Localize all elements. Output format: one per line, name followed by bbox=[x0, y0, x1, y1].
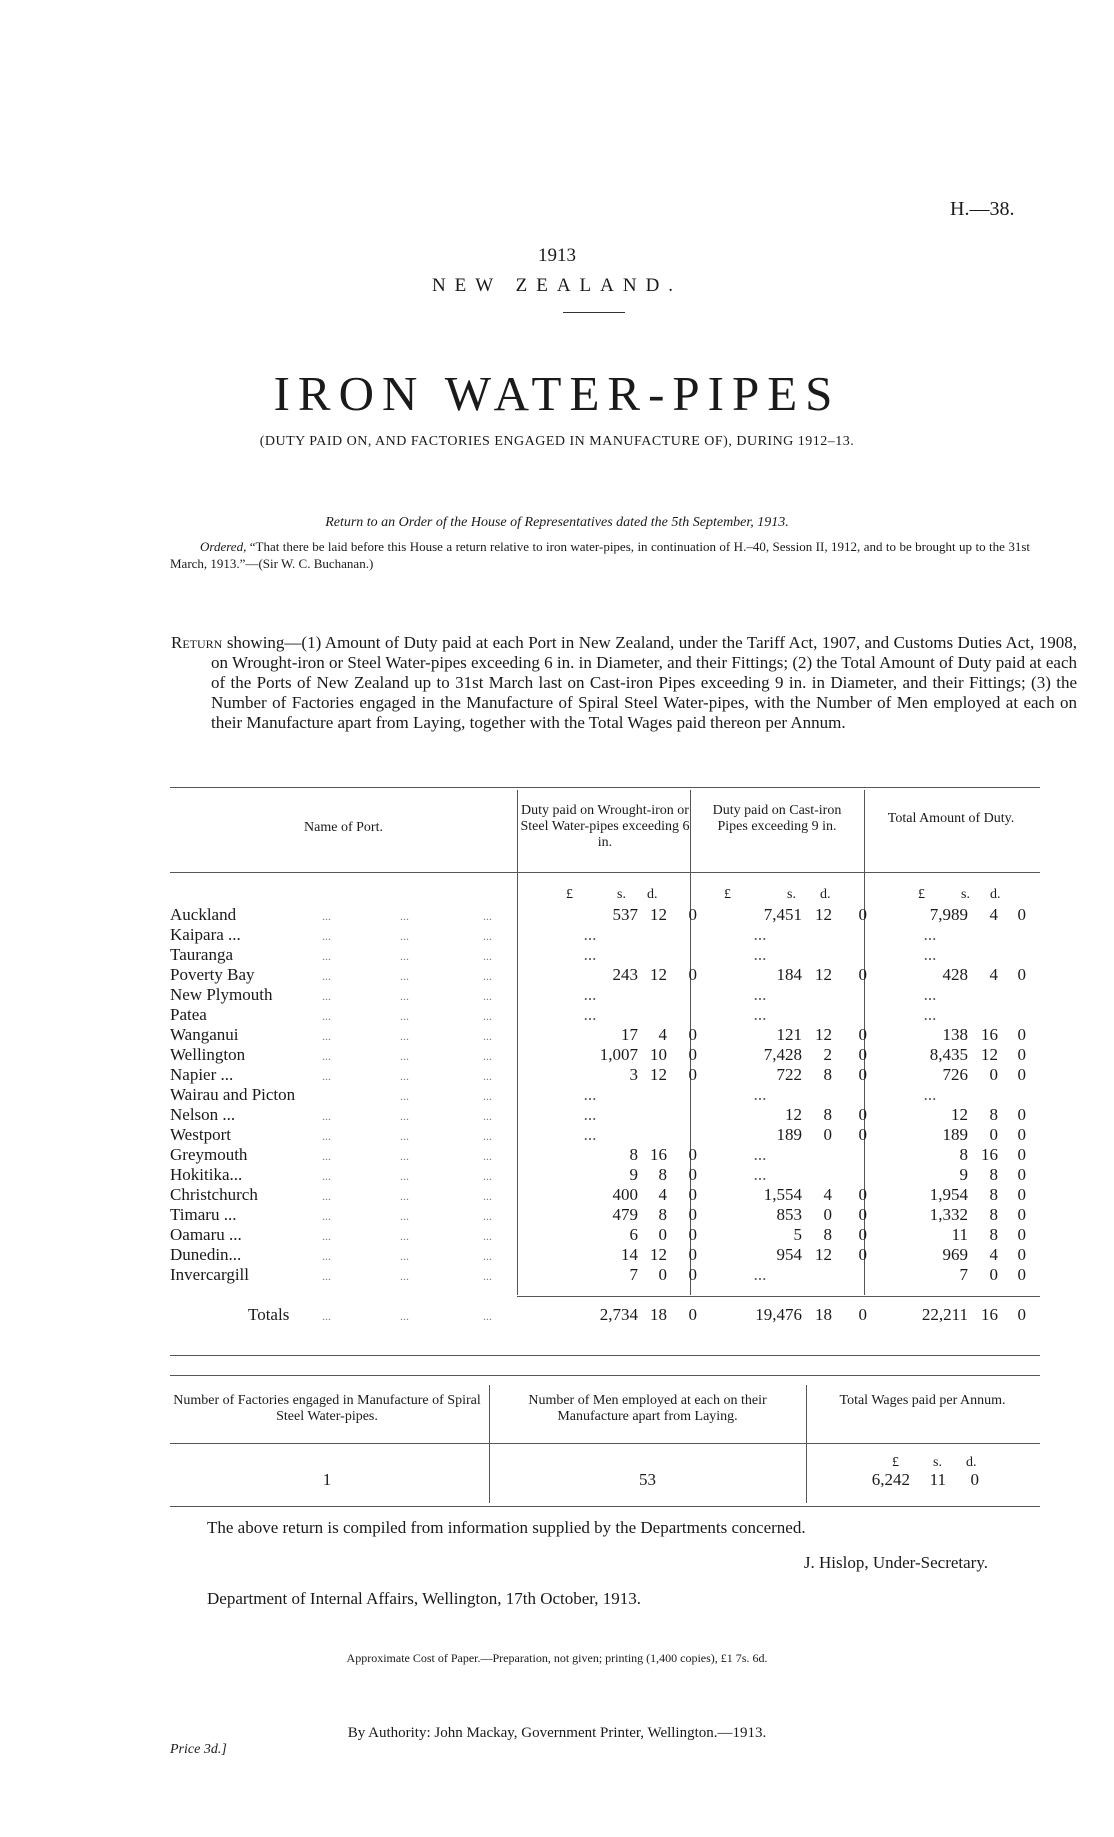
leader-dots: ... bbox=[322, 1149, 331, 1163]
wrought-shillings: 0 bbox=[658, 1225, 667, 1244]
country-heading: NEW ZEALAND. bbox=[431, 275, 683, 296]
leader-dots: ... bbox=[400, 1249, 409, 1263]
leader-dots: ... bbox=[400, 1149, 409, 1163]
table-row bbox=[170, 1205, 1026, 1225]
wrought-shillings: 0 bbox=[658, 1265, 667, 1284]
table-rule bbox=[170, 1375, 1040, 1376]
header-cast-iron: Duty paid on Cast-iron Pipes exceeding 9 in. bbox=[712, 803, 842, 834]
total-pence: 0 bbox=[1017, 1145, 1026, 1164]
leader-dots: ... bbox=[400, 1269, 409, 1283]
total-shillings: 16 bbox=[981, 1145, 998, 1164]
port-name: Westport bbox=[170, 1125, 231, 1144]
cast-shillings: 0 bbox=[823, 1205, 832, 1224]
wages-pence: 0 bbox=[970, 1470, 979, 1489]
wages-shillings: 11 bbox=[929, 1470, 946, 1489]
totals-label: Totals bbox=[248, 1305, 290, 1324]
cast-shillings: 12 bbox=[815, 1245, 832, 1264]
wrought-pounds: ... bbox=[583, 1105, 597, 1124]
leader-dots: ... bbox=[322, 1049, 331, 1063]
totals-wrought-pence: 0 bbox=[688, 1305, 697, 1324]
authority-line: By Authority: John Mackay, Government Printer, Wellington.—1913. bbox=[347, 1725, 767, 1741]
wrought-shillings: 4 bbox=[658, 1185, 667, 1204]
table-row bbox=[170, 1165, 1026, 1185]
wrought-shillings: 12 bbox=[650, 965, 667, 984]
total-shillings: 8 bbox=[989, 1185, 998, 1204]
cast-pounds: 722 bbox=[776, 1065, 802, 1084]
wrought-pounds: 243 bbox=[612, 965, 638, 984]
wrought-pounds: ... bbox=[583, 1005, 597, 1024]
leader-dots: ... bbox=[400, 1309, 409, 1323]
total-pence: 0 bbox=[1017, 1225, 1026, 1244]
unit-pence: d. bbox=[966, 1455, 977, 1470]
unit-pounds: £ bbox=[918, 887, 925, 902]
leader-dots: ... bbox=[483, 1029, 492, 1043]
total-shillings: 4 bbox=[989, 1245, 998, 1264]
table-row bbox=[170, 1005, 1010, 1025]
wrought-pounds: 479 bbox=[612, 1205, 638, 1224]
wrought-pounds: ... bbox=[583, 945, 597, 964]
table-row bbox=[170, 1265, 1026, 1285]
cast-pence: 0 bbox=[858, 1125, 867, 1144]
table-row bbox=[170, 1225, 1026, 1245]
cast-pounds: ... bbox=[753, 1085, 767, 1104]
cast-shillings: 8 bbox=[823, 1105, 832, 1124]
leader-dots: ... bbox=[322, 949, 331, 963]
cast-pounds: 1,554 bbox=[763, 1185, 802, 1204]
cast-shillings: 0 bbox=[823, 1125, 832, 1144]
wrought-shillings: 16 bbox=[650, 1145, 667, 1164]
wrought-pence: 0 bbox=[688, 905, 697, 924]
cast-pounds: 7,451 bbox=[763, 905, 802, 924]
table-row bbox=[170, 1065, 1026, 1085]
leader-dots: ... bbox=[483, 1249, 492, 1263]
leader-dots: ... bbox=[322, 1209, 331, 1223]
wrought-pence: 0 bbox=[688, 1265, 697, 1284]
leader-dots: ... bbox=[483, 1269, 492, 1283]
order-body: “That there be laid before this House a return relative to iron water-pipes, in continuation of H.–40, Session II, 1912, and to be brought up to the 31st March, 1913.”—(Sir W. C. Buchanan.) bbox=[170, 539, 1030, 571]
port-name: Wairau and Picton bbox=[170, 1085, 296, 1104]
leader-dots: ... bbox=[483, 1009, 492, 1023]
signature: J. Hislop, Under-Secretary. bbox=[803, 1553, 988, 1572]
header-men: Number of Men employed at each on their Manufacture apart from Laying. bbox=[528, 1393, 767, 1424]
port-name: Timaru ... bbox=[170, 1205, 237, 1224]
wrought-pounds: ... bbox=[583, 1085, 597, 1104]
leader-dots: ... bbox=[400, 1009, 409, 1023]
cast-pence: 0 bbox=[858, 1025, 867, 1044]
leader-dots: ... bbox=[400, 1189, 409, 1203]
total-pence: 0 bbox=[1017, 1025, 1026, 1044]
unit-pence: d. bbox=[647, 887, 658, 902]
totals-wrought-pounds: 2,734 bbox=[599, 1305, 638, 1324]
wrought-pounds: ... bbox=[583, 925, 597, 944]
port-name: Napier ... bbox=[170, 1065, 234, 1084]
unit-shillings: s. bbox=[617, 887, 626, 902]
table-rule bbox=[170, 1355, 1040, 1356]
port-name: Auckland bbox=[170, 905, 237, 924]
unit-pounds: £ bbox=[566, 887, 573, 902]
table-row bbox=[170, 925, 1010, 945]
total-pounds: 1,332 bbox=[929, 1205, 968, 1224]
table-rule bbox=[170, 872, 1040, 873]
unit-pounds: £ bbox=[892, 1455, 899, 1470]
total-pence: 0 bbox=[1017, 905, 1026, 924]
leader-dots: ... bbox=[322, 929, 331, 943]
total-pence: 0 bbox=[1017, 1045, 1026, 1064]
total-pence: 0 bbox=[1017, 965, 1026, 984]
total-pence: 0 bbox=[1017, 1165, 1026, 1184]
page-title: IRON WATER-PIPES bbox=[273, 366, 841, 421]
header-wages: Total Wages paid per Annum. bbox=[839, 1393, 1006, 1408]
total-pence: 0 bbox=[1017, 1185, 1026, 1204]
leader-dots: ... bbox=[322, 1109, 331, 1123]
cast-pounds: ... bbox=[753, 1265, 767, 1284]
wrought-pence: 0 bbox=[688, 1205, 697, 1224]
cast-pounds: ... bbox=[753, 985, 767, 1004]
wrought-pence: 0 bbox=[688, 1045, 697, 1064]
total-pounds: ... bbox=[923, 1005, 937, 1024]
leader-dots: ... bbox=[483, 929, 492, 943]
wrought-shillings: 12 bbox=[650, 1245, 667, 1264]
return-text: showing—(1) Amount of Duty paid at each Port in New Zealand, under the Tariff Act, 1907, and Customs Duties Act, 1908, on Wrought-iron or Steel Water-pipes exceeding 6 in. in Diameter, and their Fittings; (2) the Total Amount of Duty paid at each of the Ports of New Zealand up to 31st March last on Cast-iron Pipes exceeding 9 in. in Diameter, and their Fittings; (3) the Number of Factories engaged in the Manufacture of Spiral Steel Water-pipes, with the Number of Men employed at each on their Manufacture apart from Laying, together with the Total Wages paid thereon per Annum. bbox=[211, 633, 1077, 732]
cast-pounds: 5 bbox=[793, 1225, 802, 1244]
leader-dots: ... bbox=[400, 949, 409, 963]
total-pence: 0 bbox=[1017, 1245, 1026, 1264]
cast-pounds: ... bbox=[753, 1145, 767, 1164]
return-lead: Return bbox=[171, 633, 223, 652]
total-pence: 0 bbox=[1017, 1065, 1026, 1084]
cast-pence: 0 bbox=[858, 905, 867, 924]
total-shillings: 8 bbox=[989, 1225, 998, 1244]
cast-pounds: ... bbox=[753, 1005, 767, 1024]
leader-dots: ... bbox=[483, 1069, 492, 1083]
leader-dots: ... bbox=[322, 1009, 331, 1023]
header-wrought-iron: Duty paid on Wrought-iron or Steel Water-pipes exceeding 6 in. bbox=[520, 803, 690, 850]
total-shillings: 16 bbox=[981, 1025, 998, 1044]
table-row bbox=[170, 1185, 1026, 1205]
total-shillings: 4 bbox=[989, 905, 998, 924]
port-name: Christchurch bbox=[170, 1185, 258, 1204]
port-name: Wanganui bbox=[170, 1025, 239, 1044]
cast-pounds: 121 bbox=[776, 1025, 802, 1044]
wrought-pounds: ... bbox=[583, 1125, 597, 1144]
cast-shillings: 8 bbox=[823, 1065, 832, 1084]
total-shillings: 8 bbox=[989, 1205, 998, 1224]
cast-pounds: 12 bbox=[785, 1105, 802, 1124]
total-shillings: 0 bbox=[989, 1065, 998, 1084]
leader-dots: ... bbox=[483, 1309, 492, 1323]
cast-pounds: 853 bbox=[776, 1205, 802, 1224]
total-shillings: 0 bbox=[989, 1265, 998, 1284]
port-name: Tauranga bbox=[170, 945, 233, 964]
wrought-pounds: 3 bbox=[629, 1065, 638, 1084]
leader-dots: ... bbox=[400, 1109, 409, 1123]
wrought-pence: 0 bbox=[688, 1025, 697, 1044]
table-rule bbox=[170, 787, 1040, 788]
order-heading: Return to an Order of the House of Representatives dated the 5th September, 1913. bbox=[325, 515, 789, 530]
total-pounds: 969 bbox=[942, 1245, 968, 1264]
total-pounds: 189 bbox=[942, 1125, 968, 1144]
total-pounds: 7 bbox=[959, 1265, 968, 1284]
leader-dots: ... bbox=[483, 1209, 492, 1223]
leader-dots: ... bbox=[400, 1029, 409, 1043]
leader-dots: ... bbox=[400, 1129, 409, 1143]
wrought-pounds: 6 bbox=[629, 1225, 638, 1244]
wrought-pence: 0 bbox=[688, 1145, 697, 1164]
wrought-pounds: 17 bbox=[621, 1025, 638, 1044]
wrought-pounds: 1,007 bbox=[599, 1045, 638, 1064]
port-name: Oamaru ... bbox=[170, 1225, 242, 1244]
total-pence: 0 bbox=[1017, 1265, 1026, 1284]
wrought-shillings: 12 bbox=[650, 1065, 667, 1084]
cast-shillings: 12 bbox=[815, 905, 832, 924]
wrought-pounds: ... bbox=[583, 985, 597, 1004]
wrought-pence: 0 bbox=[688, 1225, 697, 1244]
leader-dots: ... bbox=[483, 1089, 492, 1103]
total-shillings: 8 bbox=[989, 1165, 998, 1184]
total-pounds: ... bbox=[923, 1085, 937, 1104]
ordered-label: Ordered, bbox=[200, 539, 247, 554]
table-row bbox=[170, 1105, 1026, 1125]
wrought-pounds: 7 bbox=[629, 1265, 638, 1284]
table-row bbox=[170, 1025, 1026, 1045]
leader-dots: ... bbox=[483, 1169, 492, 1183]
leader-dots: ... bbox=[400, 989, 409, 1003]
leader-dots: ... bbox=[322, 1129, 331, 1143]
order-text bbox=[170, 538, 1030, 572]
total-pence: 0 bbox=[1017, 1205, 1026, 1224]
men-value: 53 bbox=[639, 1470, 656, 1489]
wrought-shillings: 4 bbox=[658, 1025, 667, 1044]
leader-dots: ... bbox=[400, 1069, 409, 1083]
leader-dots: ... bbox=[400, 929, 409, 943]
total-pounds: 8,435 bbox=[929, 1045, 968, 1064]
cast-pounds: ... bbox=[753, 925, 767, 944]
leader-dots: ... bbox=[483, 969, 492, 983]
header-port: Name of Port. bbox=[304, 820, 383, 835]
leader-dots: ... bbox=[483, 1129, 492, 1143]
total-pounds: 12 bbox=[951, 1105, 968, 1124]
port-name: Nelson ... bbox=[170, 1105, 236, 1124]
leader-dots: ... bbox=[400, 1089, 409, 1103]
leader-dots: ... bbox=[483, 949, 492, 963]
totals-wrought-shillings: 18 bbox=[650, 1305, 667, 1324]
table-row bbox=[170, 985, 1010, 1005]
total-pence: 0 bbox=[1017, 1125, 1026, 1144]
cast-pence: 0 bbox=[858, 1225, 867, 1244]
wrought-pence: 0 bbox=[688, 1165, 697, 1184]
cast-shillings: 12 bbox=[815, 965, 832, 984]
leader-dots: ... bbox=[400, 1209, 409, 1223]
factories-value: 1 bbox=[322, 1470, 332, 1489]
cast-pounds: ... bbox=[753, 1165, 767, 1184]
port-name: Hokitika... bbox=[170, 1165, 243, 1184]
leader-dots: ... bbox=[400, 969, 409, 983]
total-shillings: 0 bbox=[989, 1125, 998, 1144]
leader-dots: ... bbox=[322, 909, 331, 923]
price-note: Price 3d.] bbox=[170, 1742, 227, 1757]
total-shillings: 8 bbox=[989, 1105, 998, 1124]
cast-shillings: 4 bbox=[823, 1185, 832, 1204]
leader-dots: ... bbox=[400, 1169, 409, 1183]
cast-pence: 0 bbox=[858, 965, 867, 984]
port-name: Kaipara ... bbox=[170, 925, 241, 944]
leader-dots: ... bbox=[483, 1229, 492, 1243]
leader-dots: ... bbox=[400, 1229, 409, 1243]
cast-pounds: 184 bbox=[776, 965, 802, 984]
wrought-pence: 0 bbox=[688, 1185, 697, 1204]
table-row bbox=[170, 1045, 1026, 1065]
total-pounds: 726 bbox=[942, 1065, 968, 1084]
leader-dots: ... bbox=[483, 909, 492, 923]
cast-shillings: 8 bbox=[823, 1225, 832, 1244]
total-pounds: ... bbox=[923, 985, 937, 1004]
port-name: Patea bbox=[170, 1005, 207, 1024]
unit-shillings: s. bbox=[961, 887, 970, 902]
cast-pence: 0 bbox=[858, 1205, 867, 1224]
leader-dots: ... bbox=[483, 1149, 492, 1163]
cast-pounds: 954 bbox=[776, 1245, 802, 1264]
document-year: 1913 bbox=[538, 245, 576, 266]
leader-dots: ... bbox=[483, 1189, 492, 1203]
compiled-note: The above return is compiled from information supplied by the Departments concerned. bbox=[207, 1518, 806, 1537]
port-name: Dunedin... bbox=[170, 1245, 242, 1264]
leader-dots: ... bbox=[322, 1229, 331, 1243]
cast-pence: 0 bbox=[858, 1065, 867, 1084]
leader-dots: ... bbox=[322, 969, 331, 983]
page-subtitle: (DUTY PAID ON, AND FACTORIES ENGAGED IN MANUFACTURE OF), DURING 1912–13. bbox=[259, 434, 855, 449]
total-shillings: 12 bbox=[981, 1045, 998, 1064]
leader-dots: ... bbox=[400, 909, 409, 923]
leader-dots: ... bbox=[322, 1189, 331, 1203]
leader-dots: ... bbox=[322, 1269, 331, 1283]
port-name: Greymouth bbox=[170, 1145, 248, 1164]
table-rule bbox=[170, 1443, 1040, 1444]
table-row bbox=[170, 1145, 1026, 1165]
total-pounds: ... bbox=[923, 945, 937, 964]
cast-shillings: 12 bbox=[815, 1025, 832, 1044]
divider bbox=[563, 312, 625, 313]
cast-pounds: ... bbox=[753, 945, 767, 964]
leader-dots: ... bbox=[400, 1049, 409, 1063]
document-reference: H.—38. bbox=[950, 198, 1015, 220]
wages-value bbox=[820, 1470, 1020, 1490]
leader-dots: ... bbox=[322, 989, 331, 1003]
leader-dots: ... bbox=[483, 1109, 492, 1123]
port-name: Poverty Bay bbox=[170, 965, 255, 984]
table-row bbox=[170, 1125, 1026, 1145]
total-pounds: 1,954 bbox=[929, 1185, 968, 1204]
port-name: New Plymouth bbox=[170, 985, 273, 1004]
wrought-pounds: 14 bbox=[621, 1245, 638, 1264]
leader-dots: ... bbox=[322, 1069, 331, 1083]
table-row bbox=[170, 1085, 1010, 1105]
table-row bbox=[170, 905, 1026, 925]
wrought-pence: 0 bbox=[688, 1245, 697, 1264]
leader-dots: ... bbox=[322, 1249, 331, 1263]
total-pounds: 7,989 bbox=[929, 905, 968, 924]
cast-shillings: 2 bbox=[823, 1045, 832, 1064]
leader-dots: ... bbox=[322, 1029, 331, 1043]
wrought-pence: 0 bbox=[688, 1065, 697, 1084]
cost-note: Approximate Cost of Paper.—Preparation, not given; printing (1,400 copies), £1 7s. 6d. bbox=[346, 1651, 768, 1665]
leader-dots: ... bbox=[483, 1049, 492, 1063]
total-shillings: 4 bbox=[989, 965, 998, 984]
wrought-pounds: 8 bbox=[629, 1145, 638, 1164]
column-rule bbox=[489, 1385, 490, 1503]
total-pounds: 11 bbox=[951, 1225, 968, 1244]
wrought-shillings: 10 bbox=[650, 1045, 667, 1064]
wrought-pence: 0 bbox=[688, 965, 697, 984]
column-rule bbox=[806, 1385, 807, 1503]
totals-cast-shillings: 18 bbox=[815, 1305, 832, 1324]
wrought-shillings: 8 bbox=[658, 1205, 667, 1224]
totals-total-pence: 0 bbox=[1017, 1305, 1026, 1324]
port-name: Invercargill bbox=[170, 1265, 249, 1284]
unit-pence: d. bbox=[820, 887, 831, 902]
cast-pence: 0 bbox=[858, 1045, 867, 1064]
cast-pounds: 7,428 bbox=[763, 1045, 802, 1064]
totals-total-shillings: 16 bbox=[981, 1305, 998, 1324]
cast-pence: 0 bbox=[858, 1185, 867, 1204]
wrought-pounds: 537 bbox=[612, 905, 638, 924]
leader-dots: ... bbox=[322, 1309, 331, 1323]
wrought-shillings: 12 bbox=[650, 905, 667, 924]
total-pounds: 138 bbox=[942, 1025, 968, 1044]
return-description bbox=[171, 633, 1077, 733]
department-line: Department of Internal Affairs, Wellington, 17th October, 1913. bbox=[207, 1589, 642, 1608]
total-pounds: ... bbox=[923, 925, 937, 944]
totals-total-pounds: 22,211 bbox=[921, 1305, 968, 1324]
cast-pence: 0 bbox=[858, 1245, 867, 1264]
leader-dots: ... bbox=[483, 989, 492, 1003]
totals-cast-pence: 0 bbox=[858, 1305, 867, 1324]
header-total: Total Amount of Duty. bbox=[887, 811, 1015, 826]
header-factories: Number of Factories engaged in Manufacture of Spiral Steel Water-pipes. bbox=[173, 1393, 481, 1424]
total-pounds: 8 bbox=[959, 1145, 968, 1164]
table-row bbox=[170, 1245, 1026, 1265]
total-pounds: 9 bbox=[959, 1165, 968, 1184]
unit-pence: d. bbox=[990, 887, 1001, 902]
table-row bbox=[170, 965, 1026, 985]
table-rule bbox=[170, 1506, 1040, 1507]
unit-shillings: s. bbox=[933, 1455, 942, 1470]
total-pounds: 428 bbox=[942, 965, 968, 984]
totals-row bbox=[170, 1305, 1026, 1325]
cast-pounds: 189 bbox=[776, 1125, 802, 1144]
port-name: Wellington bbox=[170, 1045, 246, 1064]
unit-pounds: £ bbox=[724, 887, 731, 902]
leader-dots: ... bbox=[322, 1169, 331, 1183]
wrought-pounds: 400 bbox=[612, 1185, 638, 1204]
unit-shillings: s. bbox=[787, 887, 796, 902]
wrought-shillings: 8 bbox=[658, 1165, 667, 1184]
cast-pence: 0 bbox=[858, 1105, 867, 1124]
wages-pounds: 6,242 bbox=[871, 1470, 910, 1489]
totals-cast-pounds: 19,476 bbox=[755, 1305, 802, 1324]
table-row bbox=[170, 945, 1010, 965]
totals-rule bbox=[517, 1296, 1040, 1297]
wrought-pounds: 9 bbox=[629, 1165, 638, 1184]
total-pence: 0 bbox=[1017, 1105, 1026, 1124]
